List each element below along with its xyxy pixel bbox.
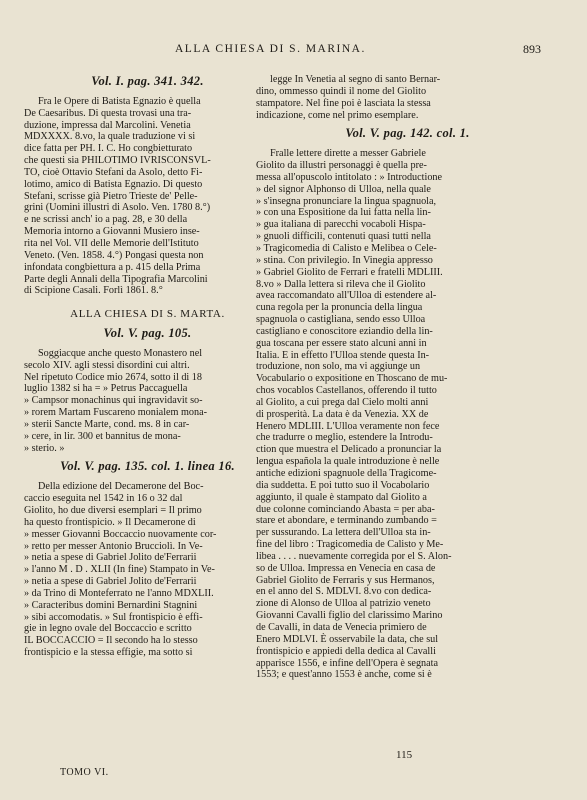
text-line: chos vocablos Castellanos, offerendo il tutto [256,385,437,397]
text-line: Gabriel Giolito de Ferraris y sus Hermanos, [256,574,435,586]
section-heading: Vol. I. pag. 341. 342. [91,74,204,88]
right-column [256,74,559,681]
text-line: stare et abondare, e terminando zumbando = [256,515,437,527]
section-heading: Vol. V. pag. 135. col. 1. linea 16. [60,459,235,474]
text-line: de Cavalli, in data de Venecia primiero de [256,621,427,633]
section-heading: Vol. V. pag. 105. [103,326,192,341]
section-heading: Vol. V. pag. 142. col. 1. [345,126,470,141]
text-line: lotimo, amico di Batista Egnazio. Di questo [24,178,203,190]
text-line: di prosperità. La data è da Venezia. XX de [256,408,429,420]
text-line: IL BOCCACCIO = Il secondo ha lo stesso [24,635,198,647]
text-line: messa all'opuscolo intitolato : » Introductione [256,171,443,183]
text-line: avea raccomandato all'Ulloa di estendere al- [256,290,437,302]
text-line: Parte degli Annali della Tipografia Marcolini [24,273,208,285]
text-line: » netia a spese di Gabriel Jolito de'Ferrarii [24,576,197,588]
text-line: al Giolito, a cui prega dal Cielo molti anni [256,396,429,408]
text-line: castigliano e conoscitore eziandio della lin- [256,325,433,337]
text-line: Giolito da illustri personaggi è quella pre- [256,160,427,172]
text-line: e ne scrissi anch' io a pag. 28, e 30 della [24,214,188,226]
text-line: De Caesaribus. Di questa trovasi una tra- [24,107,192,119]
text-line: » l'anno M . D . XLII (In fine) Stampato in Ve- [24,564,215,576]
text-line: luglio 1382 si ha = » Petrus Paccaguella [24,383,188,395]
text-line: » retto per messer Antonio Brucciolì. In Ve- [24,540,203,552]
page-number: 893 [523,42,541,56]
text-line: aggiunto, il quale è stampato dal Giolito a [256,491,427,503]
paragraph [24,481,271,659]
text-line: gua toscana per essere stato alcuni anni in [256,337,427,349]
text-line: » Caracteribus domini Bernardini Stagnini [24,599,198,611]
paragraph [24,348,271,455]
text-line: frontispicio e la stessa effigie, ma sotto si [24,647,193,659]
text-line: Della edizione del Decamerone del Boc- [38,481,204,493]
text-line: Fra le Opere di Batista Egnazio è quella [38,95,201,107]
text-line: gie in legno ovale del Boccaccio e scritto [24,623,192,635]
text-line: ction que muestra el Delicado a pronunciar la [256,444,442,456]
text-line: Vocabulario o expositione en Thoscano de mu- [256,373,448,385]
text-line: secolo XIV. agli stessi disordini cui altri. [24,359,190,371]
text-line: rita nel Vol. VII delle Memorie dell'Istituto [24,237,199,249]
text-line: Giolito, ho due diversi esemplari = Il primo [24,505,202,516]
running-title: ALLA CHIESA DI S. MARINA. [175,43,366,55]
text-line: apparisce 1556, e infine dell'Opera è segnata [256,657,439,669]
volume-signature: TOMO VI. [60,767,109,778]
text-line: » con una Espositione da lui fatta nella lin- [256,207,431,219]
text-line: Enero MDLVI. È osservabile la data, che sul [256,633,439,645]
text-line: Memoria intorno a Giovanni Musiero inse- [24,226,200,238]
left-column [24,72,271,659]
text-line: antiche edizioni spagnuole della Tragicome- [256,468,437,479]
text-line: » gnuoli difficili, contenuti quasi tutti nella [256,231,431,243]
text-line: che questi sia PHILOTIMO IVRISCONSVL- [24,155,211,167]
paragraph [256,148,559,681]
text-line: » Tragicomedia di Calisto e Melibea o Cele- [256,242,437,254]
text-line: spagnuola o castigliana, sendo esso Ulloa [256,314,426,326]
text-line: » sibi accomodatis. » Sul frontispicio è effi- [24,611,203,623]
text-line: » s'insegna pronunciare la lingua spagnuola, [256,195,437,207]
text-line: che tradurre o meglio, estendere la Introdu- [256,432,433,444]
text-line: en el anno del S. MDLVI. 8.vo con dedica- [256,586,432,598]
text-line: dia suddetta. E poi tutto suo il Vocabolario [256,479,430,491]
text-line: stampatore. Nel fine poi è lasciata la stessa [256,97,431,109]
text-line: » sterio. » [24,442,65,454]
text-line: lengua española la quale introduzione è nelle [256,456,440,468]
text-line: libea . . . . nuevamente corregida por el S. Alon- [256,550,452,562]
text-line: » sterii Sancte Marte, cond. ms. 8 in car- [24,418,190,430]
text-line: legge In Venetia al segno di santo Bernar- [270,74,441,85]
paragraph [24,96,271,297]
text-line: grini (Uomini illustri di Asolo. Ven. 1780 8.°) [24,202,211,214]
text-line: Giovanni Cavalli figlio del clarissimo Marino [256,610,443,622]
text-line: TO, cioè Ottavio Stefani da Asolo, detto Fi- [24,166,203,178]
text-line: 1553; e quest'anno 1553 è anche, come si è [256,669,432,681]
text-line: caccio eseguita nel 1542 in 16 o 32 dal [24,493,183,505]
text-line: » stina. Con privilegio. In Vinegia appresso [256,254,433,266]
text-line: dino, ommesso quindi il nome del Giolito [256,85,427,97]
text-line: indicazione, come nel primo esemplare. [256,109,419,121]
text-line: ha questo frontispicio. » Il Decamerone di [24,516,196,528]
text-line: Stefani, scrisse già Pietro Trieste de' Pelle- [24,190,198,202]
text-line: so de Ulloa. Impressa en Venecia en casa de [256,562,436,574]
text-line: Nel ripetuto Codice mio 2674, sotto il di 18 [24,371,202,383]
text-line: due colonne cominciando Abasta = per aba- [256,503,435,515]
text-line: » da Trino di Monteferrato ne l'anno MDXLII. [24,587,214,599]
text-line: Henero MDLIII. L'Ulloa veramente non fece [256,420,440,432]
text-line: zione di Alonso de Ulloa al patrizio veneto [256,598,431,610]
text-line: troduzione, non solo, ma vi aggiunge un [256,361,421,373]
text-line: » gua italiana di parecchi vocaboli Hispa- [256,219,426,231]
text-line: 8.vo » Dalla lettera si rileva che il Giolito [256,278,426,290]
text-line: di Scipione Casali. Forlì 1861. 8.° [24,285,163,297]
text-line: » rorem Martam Fuscareno monialem mona- [24,407,208,419]
text-line: Soggiacque anche questo Monastero nel [38,347,203,359]
text-line: MDXXXX. 8.vo, la quale traduzione vi si [24,131,196,143]
text-line: infondata congbiettura a p. 415 della Prima [24,261,201,273]
text-line: Veneto. (Ven. 1858. 4.°) Pongasi questa non [24,249,204,261]
text-line: » messer Giovanni Boccaccio nuovamente cor- [24,528,217,540]
text-line: fine del libro : Tragicomedia de Calisto y Me- [256,539,444,551]
text-line: » Gabriel Giolito de Ferrari e fratelli MDLIII. [256,266,443,278]
text-line: » Campsor monachinus qui ingravidavit so- [24,395,203,407]
text-line: Fralle lettere dirette a messer Gabriele [270,148,426,160]
text-line: per sussurando. La lettera dell'Ulloa sta in- [256,527,431,539]
text-line: » cere, in lir. 300 et bannitus de mona- [24,430,181,442]
paragraph [256,74,559,121]
text-line: » netia a spese di Gabriel Jolito de'Ferrarii [24,552,197,564]
text-line: frontispicio e appiedi della dedica al Cavalli [256,645,436,657]
text-line: » del signor Alphonso di Ulloa, nella quale [256,183,431,195]
text-line: duzione, impressa dal Marcolini. Venetia [24,119,191,131]
signature-mark: 115 [396,749,413,761]
chapter-heading: ALLA CHIESA DI S. MARTA. [70,308,225,321]
text-line: dice fatta per PH. I. C. Ho congbietturato [24,143,193,155]
text-line: cuna regola per la pronuncia della lingua [256,302,423,314]
text-line: Italia. E in effetto l'Ulloa stende questa In- [256,349,430,361]
